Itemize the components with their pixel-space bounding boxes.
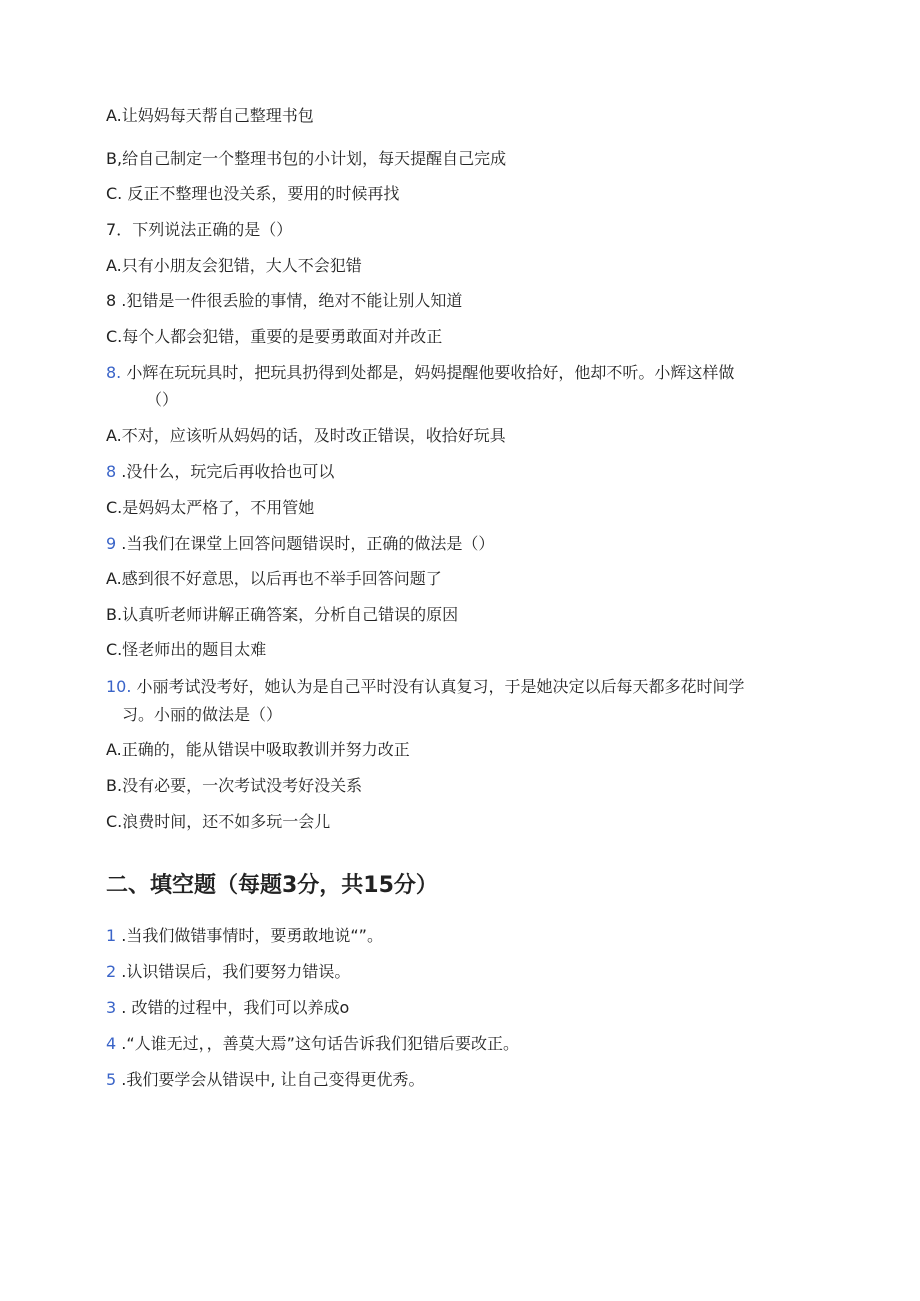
option-c-q9: C.怪老师出的题目太难 [106,640,267,659]
question-text: 小辉在玩玩具时，把玩具扔得到处都是，妈妈提醒他要收拾好，他却不听。小辉这样做 [126,363,735,382]
fill-blank-5 [106,1070,425,1090]
option-a-q10: A.正确的，能从错误中吸取教训并努力改正 [106,740,410,759]
option-c-q7: C.每个人都会犯错，重要的是要勇敢面对并改正 [106,327,443,346]
option-c-q8: C.是妈妈太严格了，不用管她 [106,498,315,517]
option-number: 8 [106,462,117,481]
question-7 [106,220,292,240]
question-number: 9 [106,534,117,553]
question-8-cont: （） [146,390,179,409]
section-2-title: 二、填空题（每题3分，共15分） [106,873,438,898]
fill-blank-1 [106,926,383,946]
blank-number: 3 [106,998,117,1017]
question-number: 7 [106,220,117,239]
blank-text: .“人谁无过，，善莫大焉”这句话告诉我们犯错后要改正。 [116,1034,519,1053]
question-10-cont: 习。小丽的做法是（） [122,705,283,724]
question-text: 小丽考试没考好，她认为是自己平时没有认真复习，于是她决定以后每天都多花时间学 [136,677,745,696]
question-number: 8. [106,363,122,382]
fill-blank-2 [106,962,350,982]
blank-text: .我们要学会从错误中, 让自己变得更优秀。 [116,1070,425,1089]
fill-blank-3 [106,998,349,1018]
option-c-q10: C.浪费时间，还不如多玩一会儿 [106,812,331,831]
option-text: .没什么，玩完后再收拾也可以 [116,462,335,481]
question-9 [106,534,494,554]
blank-number: 1 [106,926,117,945]
question-8 [106,363,734,383]
question-text: ．下列说法正确的是（） [116,220,293,239]
option-a-q8: A.不对，应该听从妈妈的话，及时改正错误，收拾好玩具 [106,426,506,445]
option-a-q6: A.让妈妈每天帮自己整理书包 [106,106,314,125]
blank-text: . 改错的过程中，我们可以养成o [116,998,350,1017]
option-b-q6: B,给自己制定一个整理书包的小计划，每天提醒自己完成 [106,149,507,168]
option-a-q7: A.只有小朋友会犯错，大人不会犯错 [106,256,362,275]
option-b-q10: B.没有必要，一次考试没考好没关系 [106,776,363,795]
question-text: .当我们在课堂上回答问题错误时，正确的做法是（） [116,534,495,553]
blank-number: 5 [106,1070,117,1089]
question-number: 10. [106,677,132,696]
fill-blank-4 [106,1034,519,1054]
blank-number: 4 [106,1034,117,1053]
option-c-q6: C. 反正不整理也没关系，要用的时候再找 [106,184,400,203]
blank-number: 2 [106,962,117,981]
option-b-q9: B.认真听老师讲解正确答案，分析自己错误的原因 [106,605,459,624]
question-10 [106,677,745,697]
blank-text: .认识错误后，我们要努力错误。 [116,962,351,981]
option-a-q9: A.感到很不好意思，以后再也不举手回答问题了 [106,569,442,588]
option-b-q7: 8 .犯错是一件很丢脸的事情，绝对不能让别人知道 [106,291,463,310]
option-b-q8 [106,462,334,482]
blank-text: .当我们做错事情时，要勇敢地说“”。 [116,926,383,945]
